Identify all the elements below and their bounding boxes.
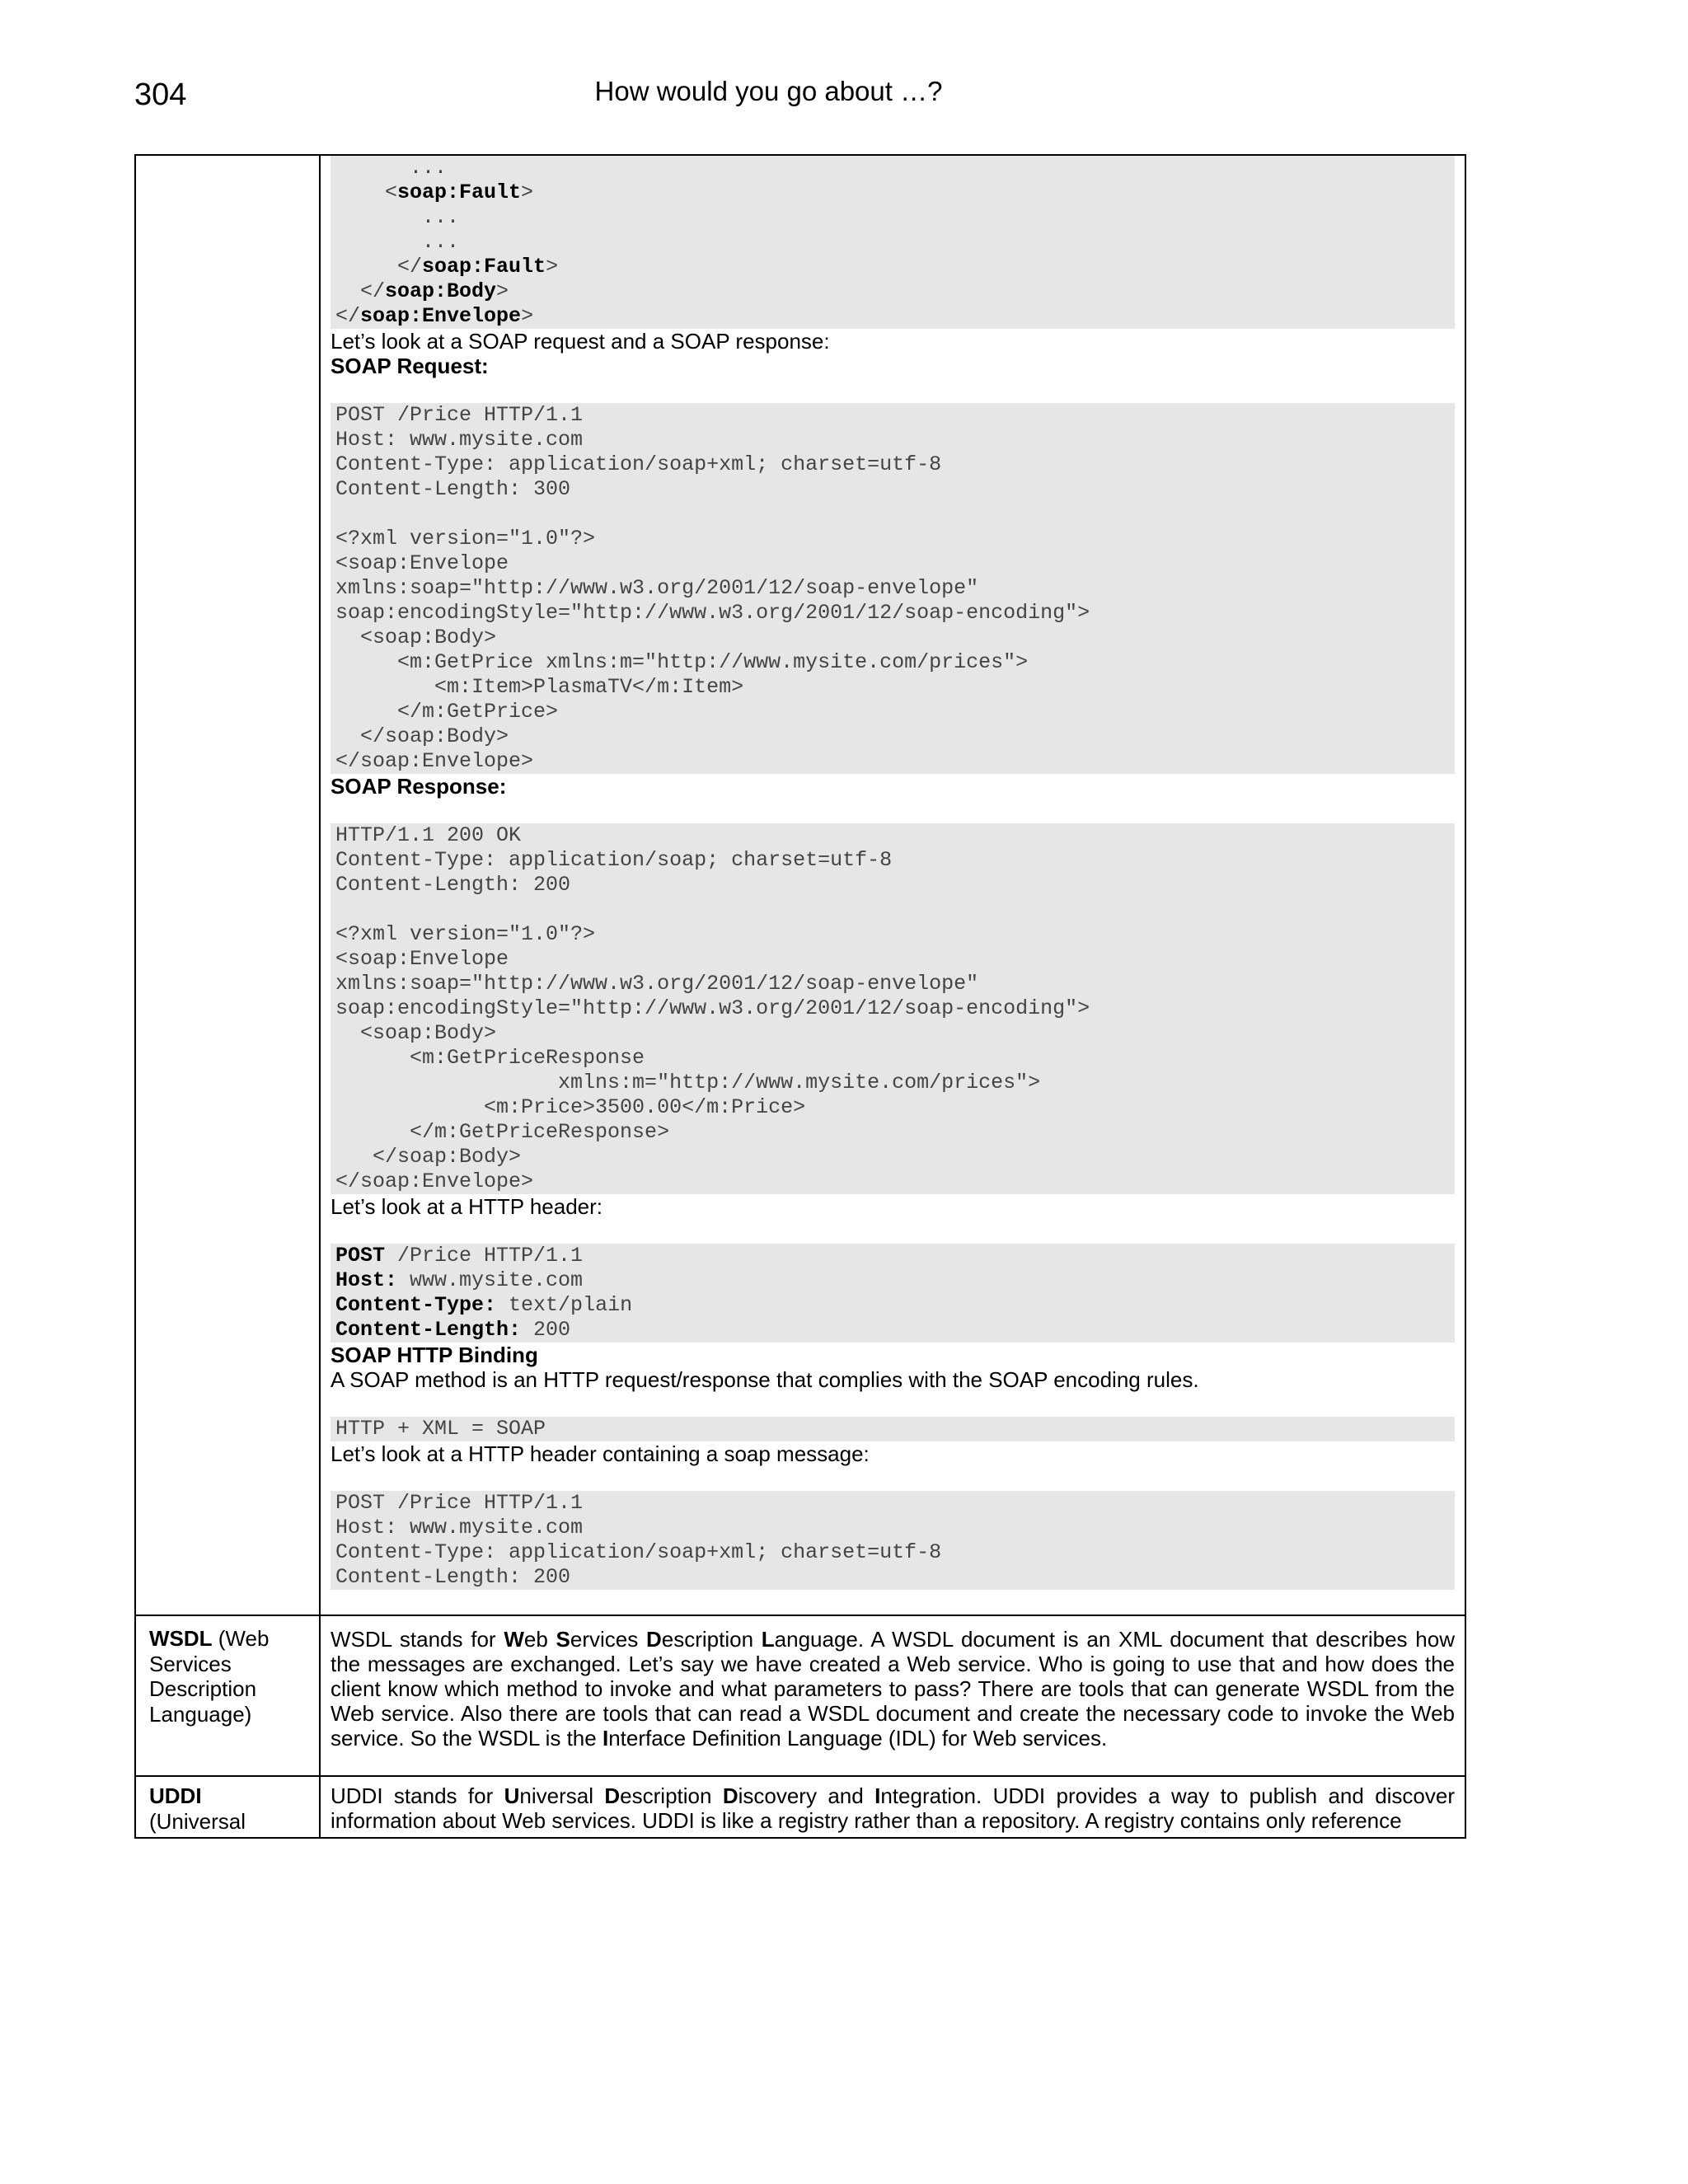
soap-request-heading: SOAP Request: xyxy=(331,354,489,378)
table-row xyxy=(135,155,1465,1615)
uddi-description-cell xyxy=(320,1776,1465,1838)
soap-http-binding-heading: SOAP HTTP Binding xyxy=(331,1343,538,1367)
page-number: 304 xyxy=(134,77,187,112)
table-row xyxy=(135,1615,1465,1776)
soap-description-cell xyxy=(320,155,1465,1615)
intro-request-response: Let’s look at a SOAP request and a SOAP response: xyxy=(331,329,830,354)
page-title: How would you go about …? xyxy=(594,76,943,106)
soap-binding-text: A SOAP method is an HTTP request/response that complies with the SOAP encoding rules. xyxy=(331,1367,1199,1392)
http-xml-soap-code: HTTP + XML = SOAP xyxy=(331,1417,1455,1441)
http-header-code-block: POST /Price HTTP/1.1 Host: www.mysite.com Content-Type: text/plain Content-Length: 200 xyxy=(331,1244,1455,1343)
soap-response-heading: SOAP Response: xyxy=(331,774,507,799)
intro-soap-message: Let’s look at a HTTP header containing a soap message: xyxy=(331,1441,870,1466)
intro-http-header: Let’s look at a HTTP header: xyxy=(331,1194,603,1219)
terms-table xyxy=(134,154,1466,1839)
wsdl-term-cell: WSDL (Web Services Description Language) xyxy=(135,1615,320,1776)
table-row xyxy=(135,1776,1465,1838)
wsdl-description-cell xyxy=(320,1615,1465,1776)
wsdl-description: WSDL stands for Web Services Description Language. A WSDL document is an XML document that describes how the messages are exchanged. Let’s say we have created a Web service. Who is going to use that and how does the client know which method to invoke and what parameters to pass? There are tools that can generate WSDL from the Web service. Also there are tools that can read a WSDL document and create the necessary code to invoke the Web service. So the WSDL is the Interface Definition Language (IDL) for Web services. xyxy=(331,1627,1455,1750)
soap-request-code-block: POST /Price HTTP/1.1 Host: www.mysite.com Content-Type: application/soap+xml; charset=utf-8 Content-Length: 300 <?xml version="1.0"?> <soap:Envelope xmlns:soap="http://www.w3.org/2001/12/soap-envelope" soap:encodingStyle="http://www.w3.org/2001/12/soap-encoding"> <soap:Body> <m:GetPrice xmlns:m="http://www.mysite.com/prices"> <m:Item>PlasmaTV</m:Item> </m:GetPrice> </soap:Body> </soap:Envelope> xyxy=(331,403,1455,774)
soap-response-code-block: HTTP/1.1 200 OK Content-Type: application/soap; charset=utf-8 Content-Length: 200 <?xml version="1.0"?> <soap:Envelope xmlns:soap="http://www.w3.org/2001/12/soap-envelope" soap:encodingStyle="http://www.w3.org/2001/12/soap-encoding"> <soap:Body> <m:GetPriceResponse xmlns:m="http://www.mysite.com/prices"> <m:Price>3500.00</m:Price> </m:GetPriceResponse> </soap:Body> </soap:Envelope> xyxy=(331,823,1455,1194)
uddi-term-cell: UDDI (Universal xyxy=(135,1776,320,1838)
soap-message-code-block: POST /Price HTTP/1.1 Host: www.mysite.com Content-Type: application/soap+xml; charset=utf-8 Content-Length: 200 xyxy=(331,1491,1455,1590)
soap-fault-code-block: ... <soap:Fault> ... ... </soap:Fault> </soap:Body> </soap:Envelope> xyxy=(331,156,1455,329)
term-cell-empty xyxy=(135,155,320,1615)
uddi-description: UDDI stands for Universal Description Discovery and Integration. UDDI provides a way to publish and discover information about Web services. UDDI is like a registry rather than a repository. A registry contains only reference xyxy=(331,1783,1456,1833)
